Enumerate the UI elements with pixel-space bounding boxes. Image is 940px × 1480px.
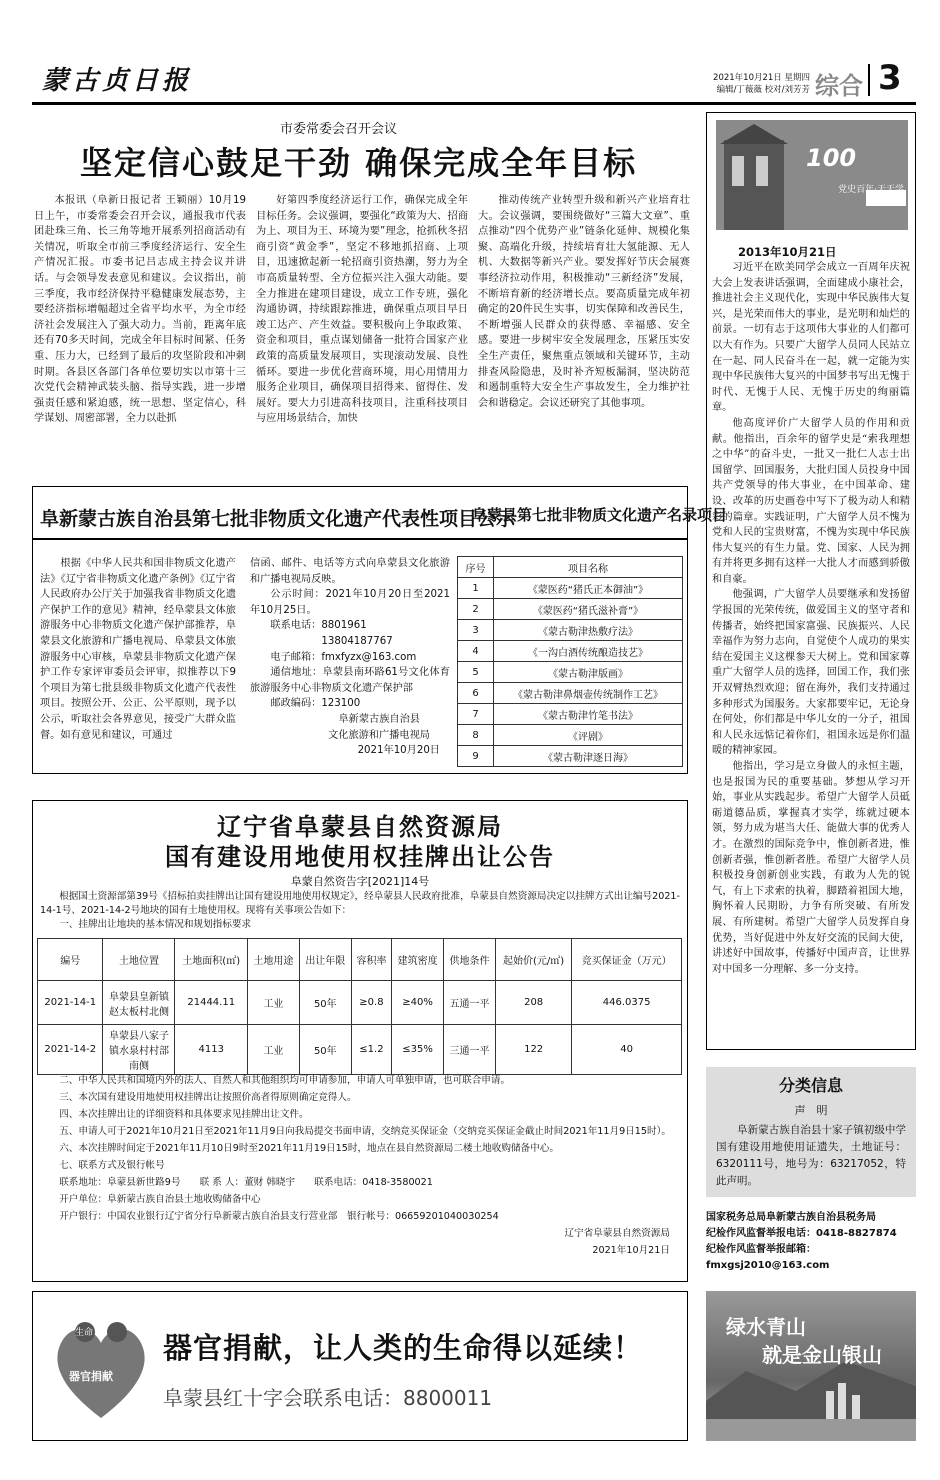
heritage-item-no: 4 bbox=[458, 641, 494, 662]
classified-body: 阜新蒙古族自治县十家子镇初级中学国有建设用地使用证遗失，土地证号：6320111号，地号为：63217052，特此声明。 bbox=[716, 1124, 906, 1187]
heritage-header-no: 序号 bbox=[458, 557, 494, 578]
land-account-unit: 开户单位：阜新蒙古族自治县土地收购储备中心 bbox=[59, 1194, 261, 1205]
land-cell: 50年 bbox=[299, 981, 351, 1025]
heritage-phone-label: 联系电话： bbox=[270, 620, 322, 632]
land-signoff: 辽宁省阜蒙县自然资源局 bbox=[564, 1228, 670, 1239]
table-row bbox=[458, 620, 683, 641]
table-row bbox=[38, 1025, 682, 1075]
land-header-start-price: 起始价(元/㎡) bbox=[495, 939, 571, 981]
page-number: 3 bbox=[878, 58, 902, 98]
heritage-phones bbox=[250, 618, 450, 649]
land-cell: 五通一平 bbox=[444, 981, 496, 1025]
heritage-notice-subtitle: 阜蒙县第七批非物质文化遗产名录项目 bbox=[472, 506, 728, 524]
heritage-item-no: 5 bbox=[458, 662, 494, 683]
organ-donation-ad bbox=[32, 1291, 688, 1441]
table-row bbox=[38, 981, 682, 1025]
tax-ad-line-3: 纪检作风监督举报邮箱：fmxgsj2010@163.com bbox=[706, 1244, 830, 1271]
land-cell: 50年 bbox=[299, 1025, 351, 1075]
history-banner-image bbox=[716, 120, 908, 230]
sidebar-date: 2013年10月21日 bbox=[738, 245, 837, 259]
land-contact: 联系地址：阜蒙县新世路9号 联 系 人：董财 韩晓宇 联系电话：0418-3580021 bbox=[59, 1177, 433, 1188]
article-kicker: 市委常委会召开会议 bbox=[280, 122, 398, 137]
land-items bbox=[40, 1072, 680, 1259]
heritage-item-no: 2 bbox=[458, 599, 494, 620]
heart-logo-top: 生命 bbox=[75, 1328, 94, 1338]
heritage-email: 电子邮箱：fmxfyzx@163.com bbox=[270, 651, 417, 663]
heritage-phone-1: 8801961 bbox=[321, 620, 367, 632]
heritage-header-name: 项目名称 bbox=[494, 557, 683, 578]
heritage-period: 公示时间：2021年10月20日至2021年10月25日。 bbox=[250, 589, 450, 616]
donation-slogan: 器官捐献，让人类的生命得以延续！ bbox=[163, 1331, 644, 1365]
heart-logo-caption: 器官捐献 bbox=[69, 1370, 113, 1383]
land-cell: 122 bbox=[495, 1025, 571, 1075]
heritage-signoff-date: 2021年10月20日 bbox=[357, 745, 440, 757]
land-item-5: 五、申请人可于2021年10月21日至2021年11月9日向我局提交书面申请，交纳竞买保证金（交纳竞买保证金截止时间2021年11月9日15时）。 bbox=[59, 1126, 671, 1137]
heritage-item-name: 《蒙古勒津竹笔书法》 bbox=[494, 704, 683, 725]
header-divider bbox=[868, 64, 870, 96]
table-row bbox=[458, 683, 683, 704]
land-cell: 2021-14-1 bbox=[38, 981, 103, 1025]
heritage-postcode: 邮政编码：123100 bbox=[270, 698, 361, 710]
land-cell: 40 bbox=[572, 1025, 682, 1075]
donation-contact bbox=[163, 1382, 492, 1411]
land-table-header bbox=[38, 939, 682, 981]
land-item-6: 六、本次挂牌时间定于2021年11月10日9时至2021年11月19日15时，地点在县自然资源局二楼土地收购储备中心。 bbox=[59, 1143, 559, 1154]
heritage-signoff-2: 文化旅游和广播电视局 bbox=[328, 729, 430, 741]
tax-ad-line-2: 纪检作风监督举报电话：0418-8827874 bbox=[706, 1228, 897, 1239]
land-title-line-2: 国有建设用地使用权挂牌出让公告 bbox=[165, 842, 555, 871]
heritage-item-name: 《蒙古勒津版画》 bbox=[494, 662, 683, 683]
land-item-2: 二、中华人民共和国境内外的法人、自然人和其他组织均可申请参加，申请人可单独申请，也可联合申请。 bbox=[59, 1075, 511, 1086]
table-row bbox=[458, 662, 683, 683]
sidebar-article bbox=[712, 260, 910, 977]
land-cell: ≥0.8 bbox=[351, 981, 391, 1025]
land-parcel-table bbox=[37, 938, 682, 1075]
heritage-body-left bbox=[40, 556, 236, 743]
heritage-table-header bbox=[458, 557, 683, 578]
land-cell: ≤1.2 bbox=[351, 1025, 391, 1075]
tax-ad-line-1: 国家税务总局阜新蒙古族自治县税务局 bbox=[706, 1212, 876, 1223]
heritage-item-no: 8 bbox=[458, 725, 494, 746]
heritage-phone-2: 13804187767 bbox=[321, 635, 393, 647]
sidebar-paragraph: 习近平在欧美同学会成立一百周年庆祝大会上发表讲话强调，全面建成小康社会，推进社会主义现代化，实现中华民族伟大复兴，是光荣而伟大的事业，是光明和灿烂的前景。一切有志于这项伟大事业的人们都可以大有作为。只要广大留学人员同人民站立在一起、同人民奋斗在一起，就一定能为实现中华民族伟大复兴的中国梦书写出无愧于时代、无愧于人民、无愧于历史的绚丽篇章。 bbox=[712, 262, 910, 414]
heritage-items-table bbox=[457, 556, 683, 767]
header-rule bbox=[32, 102, 916, 105]
issue-date: 2021年10月21日 星期四 bbox=[713, 73, 810, 83]
donation-contact-label: 阜蒙县红十字会联系电话： bbox=[163, 1386, 403, 1410]
heritage-item-name: 《蒙古勒津鼻烟壶传统制作工艺》 bbox=[494, 683, 683, 704]
table-row bbox=[458, 599, 683, 620]
article-column-3 bbox=[478, 193, 690, 411]
land-item-4: 四、本次挂牌出让的详细资料和具体要求见挂牌出让文件。 bbox=[59, 1109, 309, 1120]
land-cell: 阜蒙县八家子镇水泉村村部南侧 bbox=[103, 1025, 175, 1075]
dateline bbox=[713, 72, 810, 96]
table-row bbox=[458, 746, 683, 767]
land-cell: 2021-14-2 bbox=[38, 1025, 103, 1075]
scenery-line-1: 绿水青山 bbox=[726, 1315, 806, 1339]
article-column-2 bbox=[256, 193, 468, 427]
sidebar-paragraph: 他强调，广大留学人员要继承和发扬留学报国的光荣传统，做爱国主义的坚守者和传播者，始终把国家富强、民族振兴、人民幸福作为努力志向，自觉使个人成功的果实结在爱国主义这棵参天大树上。党和国家尊重广大留学人员的选择，回国工作，我们张开双臂热烈欢迎；留在海外，我们支持通过多种形式为国服务。大家都要牢记，无论身在何处，你们都是中华儿女的一分子，祖国和人民永远惦记着你们，祖国永远是你们温暖的精神家园。 bbox=[712, 589, 910, 757]
land-cell: ≤35% bbox=[392, 1025, 444, 1075]
land-header-use: 土地用途 bbox=[247, 939, 299, 981]
heritage-body-left-text: 根据《中华人民共和国非物质文化遗产法》《辽宁省非物质文化遗产条例》《辽宁省人民政府办公厅关于加强我省非物质文化遗产保护工作的意见》精神，经阜蒙县文体旅游服务中心非物质文化遗产保护部推荐，阜蒙县文化旅游和广播电视局、阜蒙县文体旅游服务中心审核，阜蒙县非物质文化遗产保护工作专家评审委员会评审，拟推荐以下9个项目为第七批县级非物质文化遗产代表性项目。按照公开、公正、公平原则，现予以公示，听取社会各界意见，接受广大群众监督。如有意见和建议，可通过 bbox=[40, 558, 236, 741]
land-header-density: 建筑密度 bbox=[392, 939, 444, 981]
land-header-id: 编号 bbox=[38, 939, 103, 981]
heritage-item-name: 《蒙古勒津逐日海》 bbox=[494, 746, 683, 767]
article-col2-text: 好第四季度经济运行工作，确保完成全年目标任务。会议强调，要强化“政策为大、招商为上、项目为王、环境为要”理念，抢抓秋冬招商引资“黄金季”，坚定不移地抓招商、上项目，迅速掀起新一轮招商引资热潮，努力为全市高质量转型、全方位振兴注入强大动能。要全力推进在建项目建设，成立工作专班，强化沟通协调，持续跟踪推进，确保重点项目早日竣工达产、产生效益。要积极向上争取政策、资金和项目，重点谋划储备一批符合国家产业政策的高质量发展项目，实现滚动发展、良性循环。要进一步优化营商环境，用心用情用力服务企业项目，确保项目招得来、留得住、发展好。要大力引进高科技项目，注重科技项目与应用场景结合，加快 bbox=[256, 195, 468, 425]
land-notice-title bbox=[32, 812, 688, 872]
table-row bbox=[458, 578, 683, 599]
classified-title: 分类信息 bbox=[778, 1076, 843, 1095]
section-label: 综合 bbox=[815, 72, 863, 100]
land-header-deposit: 竞买保证金（万元） bbox=[572, 939, 682, 981]
heritage-title-rule bbox=[33, 538, 687, 540]
tax-ad bbox=[706, 1210, 916, 1271]
land-cell: 工业 bbox=[247, 1025, 299, 1075]
land-header-area: 土地面积(㎡) bbox=[175, 939, 247, 981]
land-cell: ≥40% bbox=[392, 981, 444, 1025]
classified-box bbox=[706, 1067, 916, 1197]
land-cell: 446.0375 bbox=[572, 981, 682, 1025]
article-column-1 bbox=[34, 193, 246, 427]
heritage-item-name: 《蒙医药“猪氏滋补膏”》 bbox=[494, 599, 683, 620]
banner-year: 100 bbox=[806, 144, 857, 172]
land-cell: 三通一平 bbox=[444, 1025, 496, 1075]
donation-contact-phone: 8800011 bbox=[403, 1386, 493, 1410]
land-title-line-1: 辽宁省阜蒙县自然资源局 bbox=[217, 812, 503, 841]
heritage-item-no: 6 bbox=[458, 683, 494, 704]
table-row bbox=[458, 641, 683, 662]
heritage-notice-title: 阜新蒙古族自治县第七批非物质文化遗产代表性项目公示 bbox=[40, 508, 516, 530]
article-col3-text: 推动传统产业转型升级和新兴产业培育壮大。会议强调，要围绕做好“三篇大文章”、重点推动“四个优势产业”链条化延伸、规模化集聚、高端化升级，持续培育壮大氢能源、无人机、大数据等新兴产业。要发挥好节庆会展赛事经济拉动作用，积极推动“三新经济”发展，不断培育新的经济增长点。要高质量完成年初确定的20件民生实事，切实保障和改善民生，不断增强人民群众的获得感、幸福感、安全感。要进一步树牢安全发展理念，压紧压实安全生产责任，聚焦重点领域和关键环节，主动排查风险隐患，及时补齐短板漏洞，坚决防范和遏制重特大安全生产事故发生，全力维护社会和谐稳定。会议还研究了其他事项。 bbox=[478, 195, 690, 409]
heritage-item-no: 7 bbox=[458, 704, 494, 725]
editors-line: 编辑/丁薇薇 校对/刘芳芳 bbox=[716, 85, 810, 95]
sidebar-paragraph: 他高度评价广大留学人员的作用和贡献。他指出，百余年的留学史是“索我理想之中华”的奋斗史，一批又一批仁人志士出国留学、回国服务，大批归国人员投身中国共产党领导的伟大事业，在中国革命、建设、改革的历史画卷中写下了极为动人和精彩的篇章。实践证明，广大留学人员不愧为党和人民的宝贵财富，不愧为实现中华民族伟大复兴的有生力量。党、国家、人民为拥有并将更多拥有这样一大批人才而感到骄傲和自豪。 bbox=[712, 417, 910, 585]
classified-subtitle: 声 明 bbox=[794, 1104, 828, 1117]
land-item-7: 七、联系方式及银行帐号 bbox=[59, 1160, 165, 1171]
land-intro-text: 根据国土资源部第39号《招标拍卖挂牌出让国有建设用地使用权规定》，经阜蒙县人民政府批准，阜蒙县自然资源局决定以挂牌方式出让编号2021-14-1号、2021-14-2号地块的国有土地使用权。现将有关事项公告如下： bbox=[40, 891, 680, 916]
land-cell: 工业 bbox=[247, 981, 299, 1025]
land-bank: 开户银行：中国农业银行辽宁省分行阜新蒙古族自治县支行营业部 银行帐号：06659201040030254 bbox=[59, 1211, 499, 1222]
land-cell: 21444.11 bbox=[175, 981, 247, 1025]
land-header-conditions: 供地条件 bbox=[444, 939, 496, 981]
heritage-item-name: 《蒙古勒津热敷疗法》 bbox=[494, 620, 683, 641]
land-cell: 4113 bbox=[175, 1025, 247, 1075]
heritage-item-name: 《评剧》 bbox=[494, 725, 683, 746]
land-item-3: 三、本次国有建设用地使用权挂牌出让按照价高者得原则确定竞得人。 bbox=[59, 1092, 357, 1103]
heritage-item-no: 3 bbox=[458, 620, 494, 641]
heritage-item-no: 1 bbox=[458, 578, 494, 599]
heritage-signoff-1: 阜新蒙古族自治县 bbox=[338, 713, 420, 725]
heritage-item-name: 《一沟白酒传统酿造技艺》 bbox=[494, 641, 683, 662]
masthead: 蒙古贞日报 bbox=[42, 66, 193, 96]
land-doc-number: 阜蒙自然资告字[2021]14号 bbox=[290, 875, 430, 888]
land-header-far: 容积率 bbox=[351, 939, 391, 981]
building-illustration bbox=[716, 120, 908, 230]
green-mountains-ad bbox=[706, 1291, 916, 1441]
article-headline: 坚定信心鼓足干劲 确保完成全年目标 bbox=[80, 144, 638, 182]
table-row bbox=[458, 725, 683, 746]
land-intro bbox=[40, 890, 680, 932]
land-item-1: 一、挂牌出让地块的基本情况和规划指标要求 bbox=[59, 919, 252, 930]
table-row bbox=[458, 704, 683, 725]
land-cell: 208 bbox=[495, 981, 571, 1025]
land-signoff-date: 2021年10月21日 bbox=[592, 1245, 670, 1256]
heritage-body-mid bbox=[250, 556, 450, 759]
article-col1-text: 本报讯（阜新日报记者 王颖丽）10月19日上午，市委常委会召开会议，通报我市代表团赴珠三角、长三角等地开展系列招商活动有关情况，听取全市前三季度经济运行、安全生产情况汇报。市委书记吕志成主持会议并讲话。与会领导发表意见和建议。会议指出，前三季度，我市经济保持平稳健康发展态势，主要经济指标增幅超过全省平均水平，为全市经济社会发展注入了强大动力。当前，距离年底还有70多天时间，完成全年目标时间紧、任务重、压力大，已经到了最后的攻坚阶段和冲刺时期。各县区各部门各单位要切实以市第十三次党代会精神武装头脑、指导实践，进一步增强责任感和紧迫感，统一思想、坚定信心，科学谋划、周密部署，全力以赴抓 bbox=[34, 195, 246, 425]
heritage-address: 通信地址：阜蒙县南环路61号文化体育旅游服务中心非物质文化遗产保护部 bbox=[250, 667, 450, 694]
heritage-item-name: 《蒙医药“猪氏正本御油”》 bbox=[494, 578, 683, 599]
heritage-item-no: 9 bbox=[458, 746, 494, 767]
scenery-line-2: 就是金山银山 bbox=[762, 1343, 882, 1367]
heritage-body-mid-text: 信函、邮件、电话等方式向阜蒙县文化旅游和广播电视局反映。 bbox=[250, 558, 450, 585]
sidebar-paragraph: 他指出，学习是立身做人的永恒主题，也是报国为民的重要基础。梦想从学习开始，事业从实践起步。希望广大留学人员砥砺道德品质，掌握真才实学，练就过硬本领，努力成为堪当大任、能做大事的优秀人才。在激烈的国际竞争中，惟创新者进，惟创新者强，惟创新者胜。希望广大留学人员积极投身创新创业实践，有敢为人先的锐气，有上下求索的执着，脚踏着祖国大地，胸怀着人民期盼，力争有所突破、有所发展、有所建树。希望广大留学人员发挥自身优势，当好促进中外友好交流的民间大使，讲述好中国故事，传播好中国声音，让世界对中国多一分理解、多一分支持。 bbox=[712, 761, 910, 975]
land-header-term: 出让年限 bbox=[299, 939, 351, 981]
land-header-location: 土地位置 bbox=[103, 939, 175, 981]
banner-caption: 党史百年·天天学 bbox=[838, 185, 904, 195]
land-cell: 阜蒙县皇新镇赵太板村北侧 bbox=[103, 981, 175, 1025]
